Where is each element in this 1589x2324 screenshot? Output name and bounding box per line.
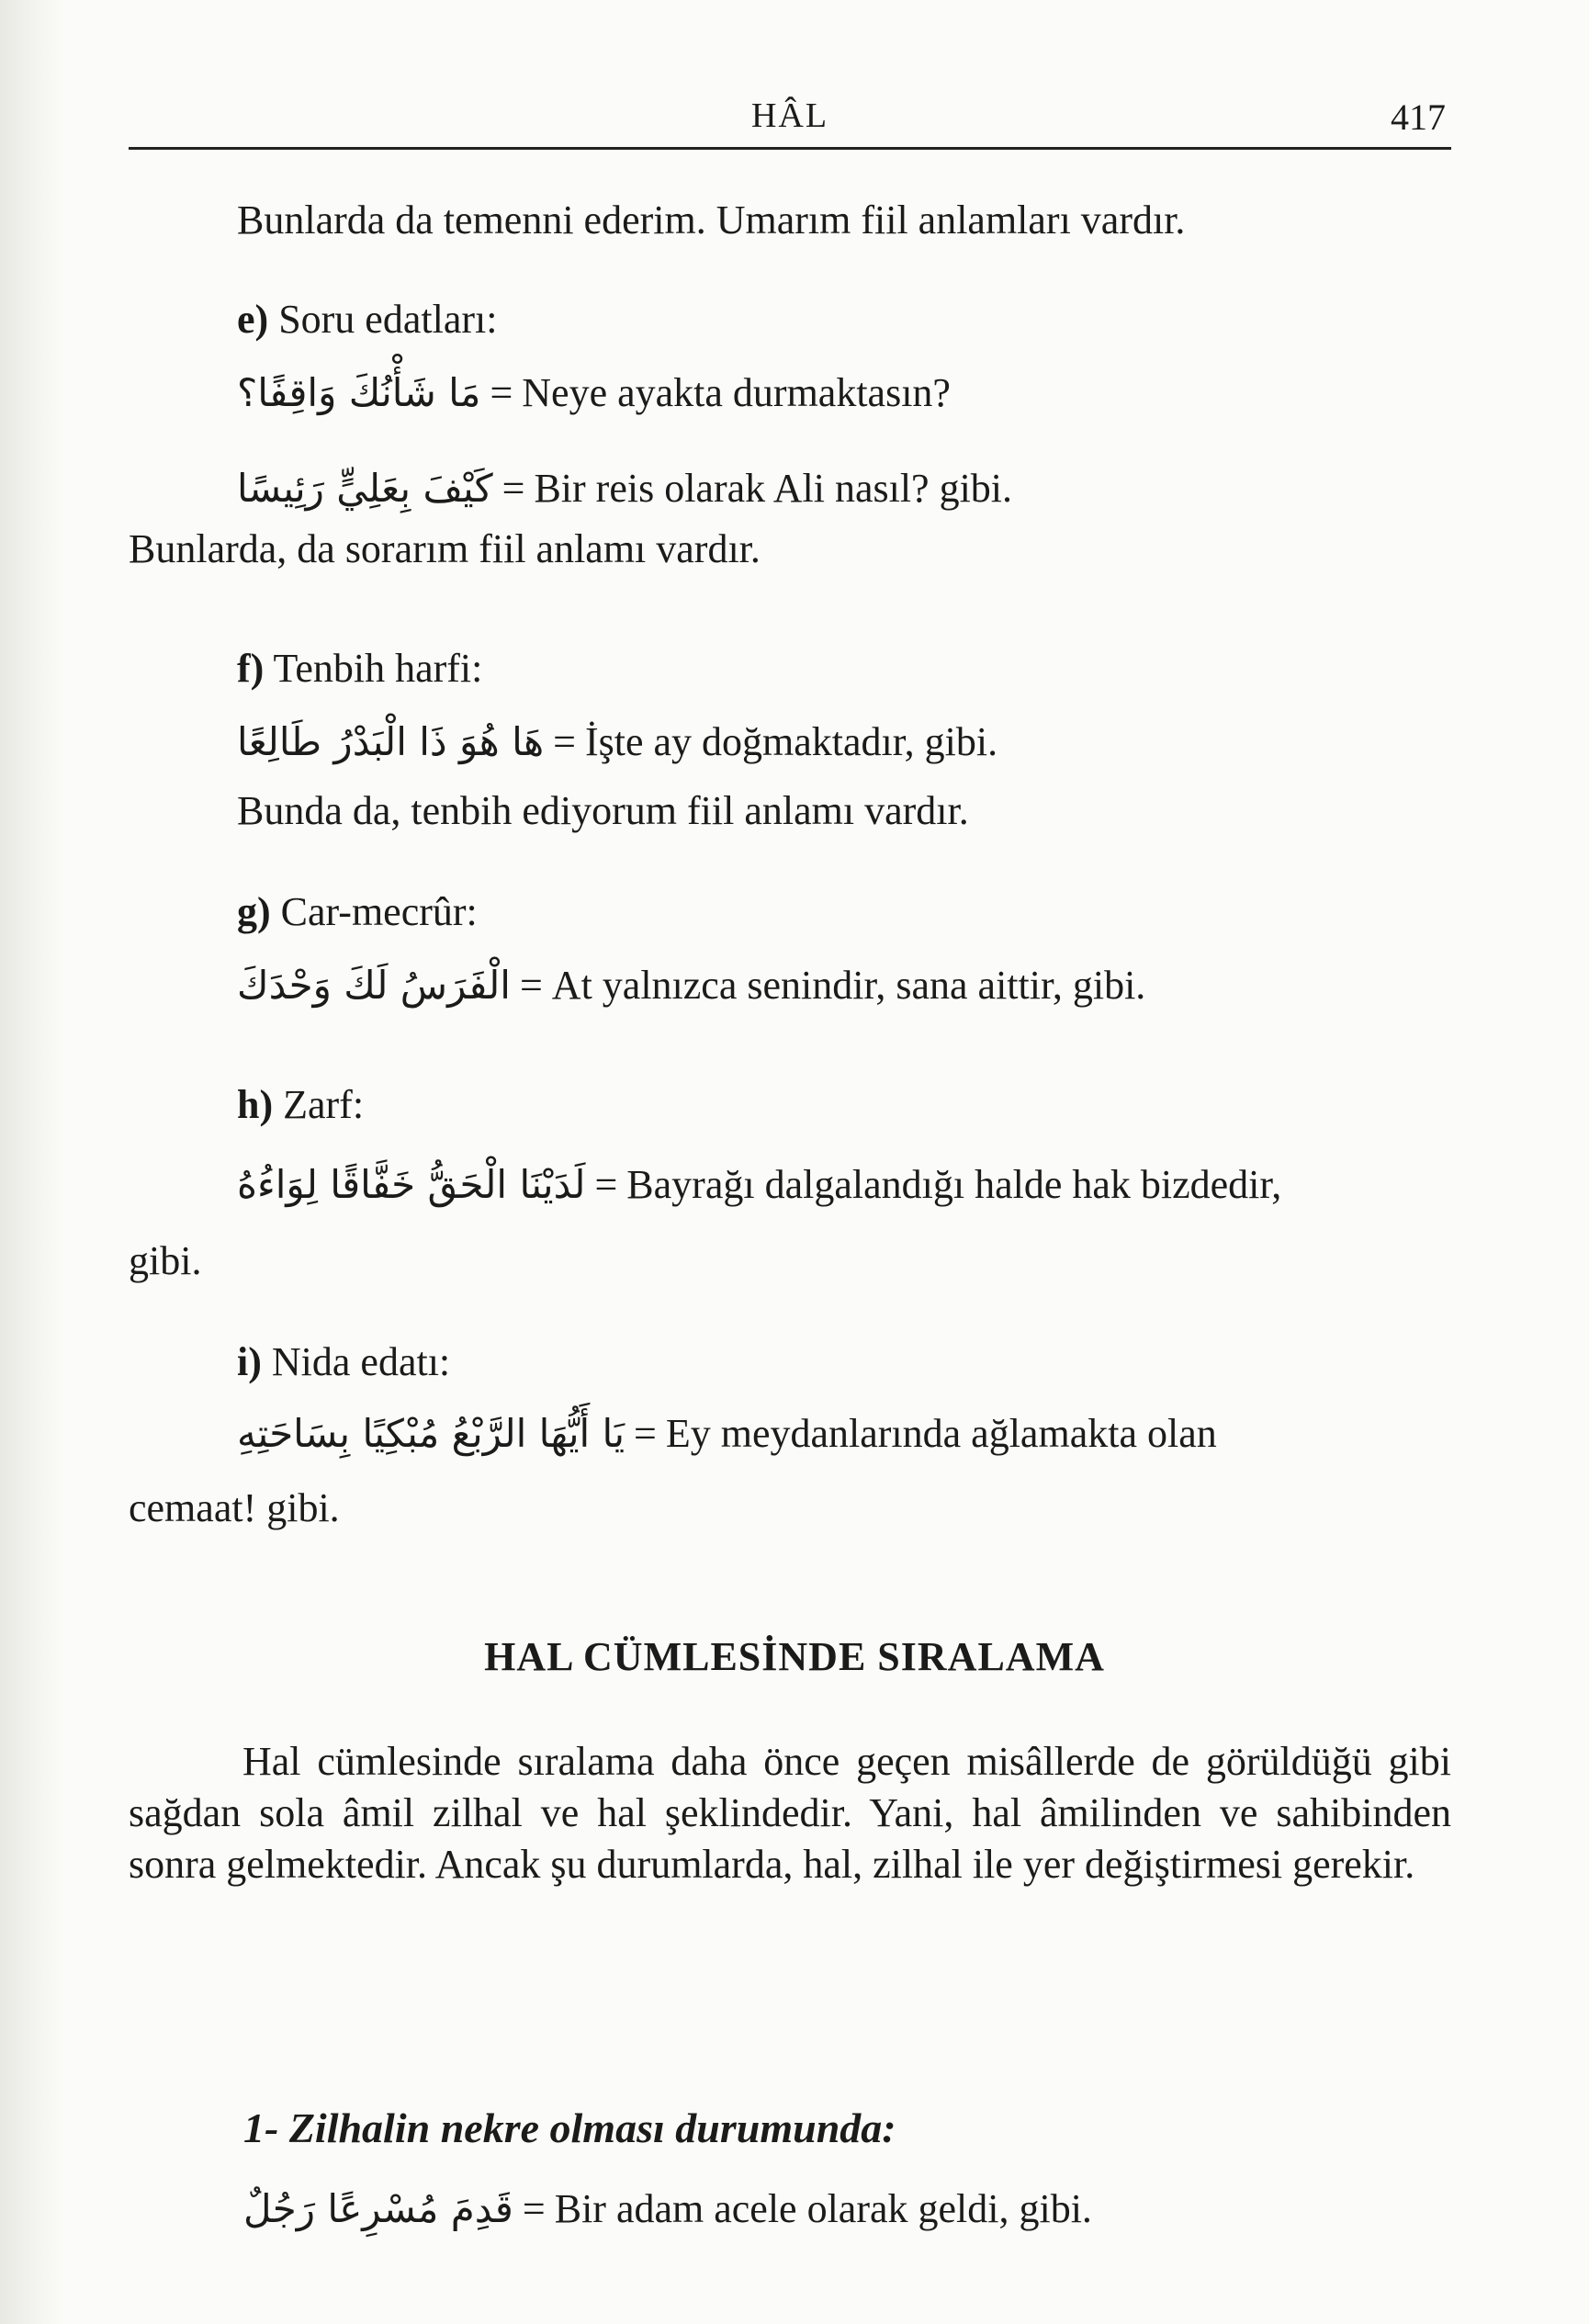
translation: İşte ay doğmaktadır, gibi. <box>584 719 998 764</box>
example-line <box>243 2183 1092 2235</box>
equals-sign: = <box>501 466 525 511</box>
translation: Neye ayakta durmaktasın? <box>522 370 951 415</box>
equals-sign: = <box>594 1162 618 1207</box>
text-line <box>129 524 761 575</box>
item-heading-f <box>237 643 482 694</box>
line-text: Bunda da, tenbih ediyorum fiil anlamı vardır. <box>237 788 969 833</box>
item-label: h) <box>237 1082 274 1127</box>
example-line <box>237 367 951 419</box>
item-label: e) <box>237 297 269 342</box>
translation: Bir reis olarak Ali nasıl? gibi. <box>534 466 1013 511</box>
example-line <box>237 960 1145 1011</box>
item-title: Car-mecrûr: <box>280 889 478 934</box>
example-line <box>237 1159 1281 1211</box>
item-title: Zarf: <box>283 1082 365 1127</box>
translation: Bir adam acele olarak geldi, gibi. <box>554 2186 1092 2231</box>
item-label: f) <box>237 646 265 691</box>
equals-sign: = <box>490 370 513 415</box>
item-title: Tenbih harfi: <box>273 646 483 691</box>
item-label: g) <box>237 889 271 934</box>
arabic-example: لَدَيْنَا الْحَقُّ خَفَّاقًا لِوَاءُهُ <box>237 1162 586 1207</box>
scan-edge-shadow <box>0 0 64 2324</box>
text-line <box>129 1483 340 1534</box>
translation: At yalnızca senindir, sana aittir, gibi. <box>551 963 1146 1008</box>
example-line <box>237 716 997 768</box>
translation: Bayrağı dalgalandığı halde hak bizdedir, <box>626 1162 1282 1207</box>
text-line <box>129 1235 201 1287</box>
page-number: 417 <box>1391 96 1446 138</box>
line-text: Bunlarda da temenni ederim. Umarım fiil anlamları vardır. <box>237 197 1186 243</box>
section-heading: HAL CÜMLESİNDE SIRALAMA <box>484 1634 1105 1679</box>
arabic-example: كَيْفَ بِعَلِيٍّ رَئِيسًا <box>237 466 493 511</box>
equals-sign: = <box>519 963 543 1008</box>
arabic-example: مَا شَأْنُكَ وَاقِفًا؟ <box>237 370 481 415</box>
running-header <box>129 96 1451 150</box>
line-text: Bunlarda, da sorarım fiil anlamı vardır. <box>129 526 761 571</box>
item-title: Nida edatı: <box>271 1339 451 1384</box>
translation: Ey meydanlarında ağlamakta olan <box>665 1411 1217 1456</box>
subsection-heading: 1- Zilhalin nekre olması durumunda: <box>243 2104 896 2151</box>
header-title: HÂL <box>750 96 829 135</box>
item-heading-h <box>237 1079 364 1131</box>
arabic-example: هَا هُوَ ذَا الْبَدْرُ طَالِعًا <box>237 719 545 764</box>
equals-sign: = <box>522 2186 546 2231</box>
example-line <box>237 463 1012 514</box>
equals-sign: = <box>634 1411 657 1456</box>
text-line <box>237 195 1185 246</box>
item-heading-i <box>237 1337 450 1388</box>
arabic-example: الْفَرَسُ لَكَ وَحْدَكَ <box>237 963 511 1008</box>
item-label: i) <box>237 1339 262 1384</box>
line-text: gibi. <box>129 1238 202 1283</box>
body-paragraph: Hal cümlesinde sıralama daha önce geçen misâllerde de görüldüğü gibi sağdan sola âmil zilhal ve hal şeklindedir. Yani, hal âmilinden ve sahibinden sonra gelmektedir. Ancak şu durumlarda, hal, zilhal ile yer değiştirmesi gerekir. <box>129 1739 1451 1887</box>
example-line <box>237 1408 1217 1460</box>
equals-sign: = <box>553 719 576 764</box>
arabic-example: قَدِمَ مُسْرِعًا رَجُلٌ <box>243 2186 513 2231</box>
item-title: Soru edatları: <box>278 297 498 342</box>
arabic-example: يَا أَيُّهَا الرَّبْعُ مُبْكِيًا بِسَاحَتِهِ <box>237 1411 625 1456</box>
line-text: cemaat! gibi. <box>129 1485 340 1530</box>
text-line <box>237 785 969 837</box>
item-heading-e <box>237 294 497 345</box>
item-heading-g <box>237 886 478 938</box>
